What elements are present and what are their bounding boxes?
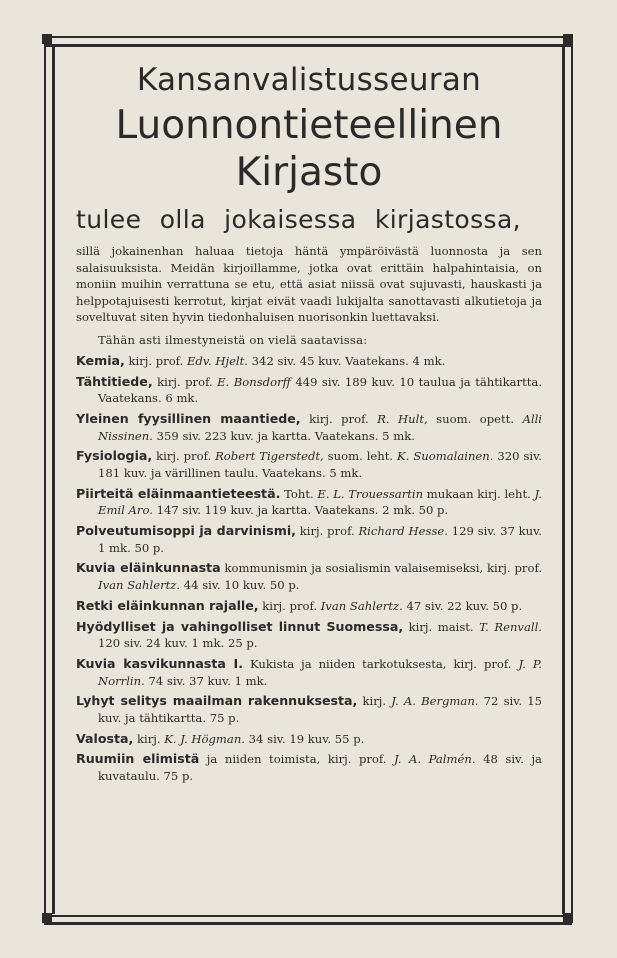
book-entry — [76, 751, 542, 784]
book-author: Robert Tigerstedt, — [215, 449, 324, 464]
book-credit: kirj. prof. — [152, 449, 216, 464]
book-author: J. P. Norrlin. — [98, 656, 542, 688]
book-entry — [76, 411, 542, 444]
book-entry — [76, 598, 542, 615]
book-credit: Kukista ja niiden tarkotuksesta, kirj. prof. — [243, 656, 519, 671]
frame-corner — [42, 913, 52, 923]
book-details: 449 siv. 189 kuv. 10 taulua ja tähtikartta. Vaatekans. 6 mk. — [98, 374, 543, 406]
book-author: Ivan Sahlertz. — [98, 578, 181, 592]
book-translator: Alli Nissinen. — [98, 411, 543, 443]
book-author: K. J. Högman. — [164, 731, 245, 746]
book-credit: kirj. — [133, 731, 165, 746]
book-entry — [76, 656, 542, 689]
book-credit: kirj. prof. — [258, 598, 321, 613]
book-entry — [76, 523, 542, 556]
book-entry — [76, 353, 542, 370]
book-title: Kemia, — [76, 352, 125, 368]
book-author: Edv. Hjelt. — [186, 353, 248, 368]
book-details: 48 siv. ja kuvataulu. 75 p. — [98, 752, 542, 784]
book-author: J. A. Bergman. — [391, 694, 479, 709]
book-details: 72 siv. 15 kuv. ja tähtikartta. 75 p. — [98, 694, 543, 725]
book-author: Ivan Sahlertz. — [320, 598, 403, 613]
book-credit: kommunismin ja sosialismin valaisemiseksi, kirj. prof. — [220, 561, 543, 576]
book-credit: kirj. prof. — [300, 411, 378, 426]
book-details: suom. leht. — [323, 449, 398, 464]
book-author: T. Renvall. — [479, 619, 542, 634]
book-details: 74 siv. 37 kuv. 1 mk. — [144, 673, 268, 688]
book-details: 342 siv. 45 kuv. Vaatekans. 4 mk. — [248, 353, 446, 368]
publisher-title: Kansanvalistusseuran — [136, 62, 482, 98]
book-title: Lyhyt selitys maailman rakennuksesta, — [76, 693, 358, 709]
book-entry — [76, 448, 542, 481]
book-credit: kirj. prof. — [152, 374, 218, 389]
book-details: suom. opett. — [427, 411, 523, 426]
book-list — [76, 353, 542, 785]
book-author: E. Bonsdorff — [217, 374, 291, 389]
book-details: 120 siv. 24 kuv. 1 mk. 25 p. — [98, 636, 258, 651]
book-translator: J. Emil Aro. — [98, 486, 542, 518]
book-entry — [76, 619, 542, 652]
book-translator: K. Suomalainen. — [397, 449, 494, 464]
book-author: E. L. Trouessartin — [317, 486, 424, 501]
book-entry — [76, 731, 542, 748]
book-entry — [76, 693, 542, 726]
intro-paragraph: sillä jokainenhan haluaa tietoja häntä ympäröivästä luonnosta ja sen salaisuuksista. Meidän kirjoillamme, jotka ovat erittäin halpahintaisia, on moniin muihin verrattuna se etu, että asiat niissä ovat sujuvasti, hauskasti ja helppotajuisesti kerrotut, kirjat eivät vaadi lukijalta sanottavasti alkutietoja ja soveltuvat siten hyvin tiedonhaluisen nuorisonkin luettavaksi. — [76, 244, 542, 325]
book-title: Valosta, — [76, 730, 134, 746]
frame-left-rule — [44, 44, 55, 914]
book-title: Piirteitä eläinmaantieteestä. — [76, 485, 281, 501]
book-details: mukaan kirj. leht. — [423, 486, 535, 501]
book-credit: Toht. — [280, 486, 318, 501]
book-credit: kirj. prof. — [295, 524, 359, 539]
book-entry — [76, 374, 542, 407]
book-title: Ruumiin elimistä — [76, 751, 200, 767]
book-credit: kirj. — [357, 694, 392, 709]
book-entry — [76, 560, 542, 593]
available-heading: Tähän asti ilmestyneistä on vielä saatavissa: — [98, 332, 368, 347]
book-title: Tähtitiede, — [76, 373, 153, 389]
book-credit: kirj. maist. — [403, 619, 480, 634]
slogan: tulee olla jokaisessa kirjastossa, — [76, 205, 522, 234]
book-title: Polveutumisoppi ja darvinismi, — [76, 523, 296, 539]
book-title: Fysiologia, — [76, 448, 153, 464]
book-credit: ja niiden toimista, kirj. prof. — [199, 752, 395, 767]
book-details: 147 siv. 119 kuv. ja kartta. Vaatekans. 2 mk. 50 p. — [152, 503, 449, 518]
series-title: Luonnontieteellinen — [115, 103, 503, 148]
book-author: J. A. Palmén. — [394, 752, 476, 767]
book-author: R. Hult, — [377, 411, 428, 426]
frame-corner — [42, 34, 52, 44]
frame-bottom-rule — [44, 915, 572, 925]
frame-top-rule — [44, 36, 572, 47]
book-title: Retki eläinkunnan rajalle, — [76, 597, 259, 613]
book-details: 34 siv. 19 kuv. 55 p. — [245, 731, 365, 746]
book-details: 44 siv. 10 kuv. 50 p. — [180, 578, 300, 592]
frame-corner — [563, 34, 573, 44]
book-entry — [76, 486, 542, 519]
book-title: Hyödylliset ja vahingolliset linnut Suomessa, — [76, 618, 404, 634]
book-title: Kuvia kasvikunnasta I. — [76, 655, 244, 671]
frame-corner — [563, 913, 573, 923]
series-title-library: Kirjasto — [235, 150, 383, 195]
book-title: Yleinen fyysillinen maantiede, — [76, 410, 301, 426]
advertisement-body — [76, 58, 542, 785]
book-author: Richard Hesse. — [358, 524, 448, 539]
book-credit: kirj. prof. — [124, 353, 187, 368]
book-details: 47 siv. 22 kuv. 50 p. — [402, 598, 523, 613]
book-details: 320 siv. 181 kuv. ja värillinen taulu. Vaatekans. 5 mk. — [98, 449, 542, 480]
book-details: 359 siv. 223 kuv. ja kartta. Vaatekans. 5 mk. — [152, 428, 415, 443]
book-title: Kuvia eläinkunnasta — [76, 560, 221, 576]
book-details: 129 siv. 37 kuv. 1 mk. 50 p. — [98, 524, 542, 555]
frame-right-rule — [562, 44, 573, 914]
